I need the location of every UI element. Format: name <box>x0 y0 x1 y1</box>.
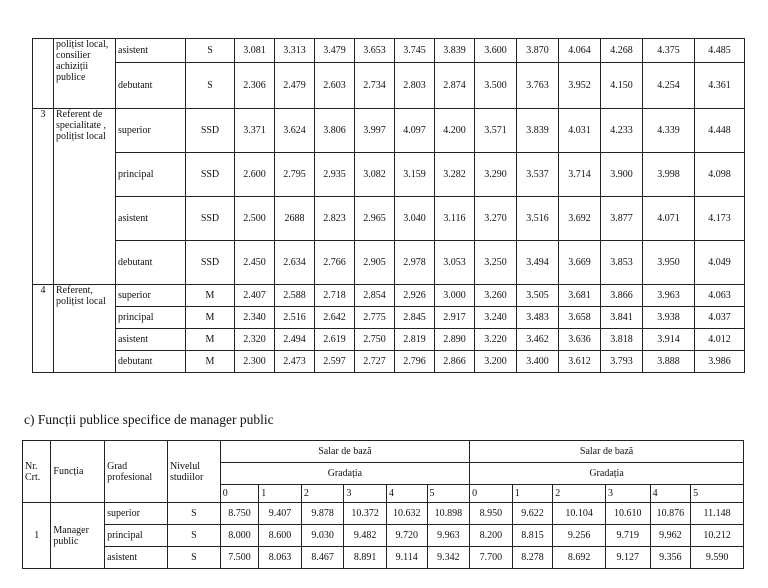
grade-label: asistent <box>116 39 186 63</box>
salary-value: 3.938 <box>643 307 695 329</box>
salary-value: 3.000 <box>435 285 475 307</box>
salary-value: 4.339 <box>643 109 695 153</box>
salary-value: 2.320 <box>235 329 275 351</box>
row-number: 4 <box>33 285 54 373</box>
salary-value: 3.624 <box>275 109 315 153</box>
studies-level: M <box>186 307 235 329</box>
salary-value: 9.963 <box>427 525 470 547</box>
salary-value: 8.063 <box>259 547 302 569</box>
salary-value: 7.500 <box>220 547 259 569</box>
table-row <box>33 307 745 329</box>
salary-value: 3.500 <box>475 63 517 109</box>
salary-value: 3.483 <box>517 307 559 329</box>
row-number <box>33 39 54 109</box>
salary-value: 3.082 <box>355 153 395 197</box>
gradation-number: 5 <box>691 485 744 503</box>
salary-value: 3.612 <box>559 351 601 373</box>
studies-level: S <box>167 503 220 525</box>
salary-value: 3.888 <box>643 351 695 373</box>
salary-value: 9.720 <box>386 525 427 547</box>
salary-value: 2.823 <box>315 197 355 241</box>
salary-value: 9.719 <box>605 525 650 547</box>
salary-value: 3.400 <box>517 351 559 373</box>
salary-value: 4.071 <box>643 197 695 241</box>
salary-value: 3.806 <box>315 109 355 153</box>
salary-value: 3.714 <box>559 153 601 197</box>
salary-value: 3.998 <box>643 153 695 197</box>
salary-value: 3.692 <box>559 197 601 241</box>
header-gradatia-2: Gradația <box>470 463 744 485</box>
header-salar-2: Salar de bază <box>470 441 744 463</box>
salary-value: 10.372 <box>344 503 387 525</box>
salary-value: 2.479 <box>275 63 315 109</box>
salary-value: 2.597 <box>315 351 355 373</box>
salary-value: 3.681 <box>559 285 601 307</box>
salary-value: 4.150 <box>601 63 643 109</box>
salary-value: 3.494 <box>517 241 559 285</box>
salary-value: 4.173 <box>695 197 745 241</box>
salary-value: 3.914 <box>643 329 695 351</box>
gradation-number: 3 <box>605 485 650 503</box>
row-number: 3 <box>33 109 54 285</box>
salary-value: 3.793 <box>601 351 643 373</box>
studies-level: SSD <box>186 197 235 241</box>
salary-value: 3.877 <box>601 197 643 241</box>
salary-value: 3.900 <box>601 153 643 197</box>
grade-label: superior <box>105 503 168 525</box>
salary-value: 9.256 <box>553 525 606 547</box>
salary-value: 4.200 <box>435 109 475 153</box>
studies-level: M <box>186 329 235 351</box>
salary-value: 10.632 <box>386 503 427 525</box>
salary-value: 2.796 <box>395 351 435 373</box>
salary-value: 8.200 <box>470 525 513 547</box>
table-row <box>23 525 744 547</box>
studies-level: SSD <box>186 109 235 153</box>
salary-value: 2.935 <box>315 153 355 197</box>
salary-value: 4.485 <box>695 39 745 63</box>
salary-value: 3.600 <box>475 39 517 63</box>
salary-value: 9.622 <box>512 503 553 525</box>
salary-value: 3.986 <box>695 351 745 373</box>
grade-label: principal <box>116 153 186 197</box>
function-name: Referent, polițist local <box>54 285 116 373</box>
salary-value: 2.450 <box>235 241 275 285</box>
salary-value: 2.300 <box>235 351 275 373</box>
gradation-number: 5 <box>427 485 470 503</box>
salary-value: 2.407 <box>235 285 275 307</box>
salary-value: 3.853 <box>601 241 643 285</box>
salary-value: 3.950 <box>643 241 695 285</box>
studies-level: S <box>167 547 220 569</box>
table-row <box>33 109 745 153</box>
gradation-number: 2 <box>301 485 344 503</box>
salary-value: 3.081 <box>235 39 275 63</box>
salary-value: 3.763 <box>517 63 559 109</box>
salary-value: 11.148 <box>691 503 744 525</box>
table-row <box>33 39 745 63</box>
salary-value: 2.819 <box>395 329 435 351</box>
salary-value: 2.727 <box>355 351 395 373</box>
table-row <box>33 351 745 373</box>
salary-value: 2.642 <box>315 307 355 329</box>
function-name: polițist local, consilier achiziții publice <box>54 39 116 109</box>
table-row <box>33 241 745 285</box>
grade-label: superior <box>116 285 186 307</box>
salary-value: 3.839 <box>435 39 475 63</box>
salary-value: 3.839 <box>517 109 559 153</box>
salary-value: 10.610 <box>605 503 650 525</box>
salary-value: 3.963 <box>643 285 695 307</box>
salary-table-continued <box>32 38 745 373</box>
grade-label: debutant <box>116 63 186 109</box>
salary-value: 3.053 <box>435 241 475 285</box>
salary-value: 3.997 <box>355 109 395 153</box>
salary-value: 3.866 <box>601 285 643 307</box>
salary-value: 9.878 <box>301 503 344 525</box>
row-number: 1 <box>23 503 51 569</box>
salary-value: 4.375 <box>643 39 695 63</box>
salary-value: 8.000 <box>220 525 259 547</box>
salary-value: 3.669 <box>559 241 601 285</box>
salary-value: 2.494 <box>275 329 315 351</box>
salary-value: 2.500 <box>235 197 275 241</box>
studies-level: S <box>186 39 235 63</box>
salary-value: 2.588 <box>275 285 315 307</box>
header-gradatia-1: Gradația <box>220 463 469 485</box>
salary-value: 4.063 <box>695 285 745 307</box>
header-studii: Nivelul studiilor <box>167 441 220 503</box>
salary-value: 9.962 <box>650 525 691 547</box>
salary-value: 9.127 <box>605 547 650 569</box>
table-row <box>33 63 745 109</box>
salary-value: 3.282 <box>435 153 475 197</box>
salary-value: 3.290 <box>475 153 517 197</box>
salary-value: 2.718 <box>315 285 355 307</box>
salary-value: 3.270 <box>475 197 517 241</box>
salary-value: 2.600 <box>235 153 275 197</box>
salary-value: 3.653 <box>355 39 395 63</box>
function-name: Manager public <box>51 503 105 569</box>
salary-value: 2.965 <box>355 197 395 241</box>
salary-value: 3.040 <box>395 197 435 241</box>
header-salar-1: Salar de bază <box>220 441 469 463</box>
salary-value: 3.841 <box>601 307 643 329</box>
salary-value: 2.766 <box>315 241 355 285</box>
salary-value: 3.220 <box>475 329 517 351</box>
gradation-number: 3 <box>344 485 387 503</box>
salary-value: 4.233 <box>601 109 643 153</box>
gradation-number: 2 <box>553 485 606 503</box>
salary-value: 3.516 <box>517 197 559 241</box>
grade-label: debutant <box>116 351 186 373</box>
salary-value: 9.342 <box>427 547 470 569</box>
salary-value: 2.473 <box>275 351 315 373</box>
grade-label: asistent <box>116 329 186 351</box>
salary-value: 3.505 <box>517 285 559 307</box>
salary-value: 2.803 <box>395 63 435 109</box>
salary-value: 3.870 <box>517 39 559 63</box>
salary-value: 2.874 <box>435 63 475 109</box>
salary-value: 9.356 <box>650 547 691 569</box>
salary-value: 2.734 <box>355 63 395 109</box>
gradation-number: 1 <box>512 485 553 503</box>
function-name: Referent de specialitate , polițist local <box>54 109 116 285</box>
gradation-number: 0 <box>220 485 259 503</box>
salary-value: 2.775 <box>355 307 395 329</box>
salary-value: 4.037 <box>695 307 745 329</box>
header-grad: Grad profesional <box>105 441 168 503</box>
salary-value: 3.479 <box>315 39 355 63</box>
grade-label: principal <box>116 307 186 329</box>
salary-value: 3.313 <box>275 39 315 63</box>
salary-value: 10.212 <box>691 525 744 547</box>
salary-value: 8.600 <box>259 525 302 547</box>
header-functia: Funcția <box>51 441 105 503</box>
salary-value: 3.818 <box>601 329 643 351</box>
salary-value: 3.116 <box>435 197 475 241</box>
salary-value: 2.978 <box>395 241 435 285</box>
salary-value: 2.619 <box>315 329 355 351</box>
salary-value: 8.467 <box>301 547 344 569</box>
gradation-number: 4 <box>650 485 691 503</box>
salary-value: 2688 <box>275 197 315 241</box>
salary-value: 8.278 <box>512 547 553 569</box>
salary-value: 2.750 <box>355 329 395 351</box>
salary-value: 2.603 <box>315 63 355 109</box>
salary-value: 9.030 <box>301 525 344 547</box>
table-row <box>33 285 745 307</box>
salary-value: 4.031 <box>559 109 601 153</box>
studies-level: SSD <box>186 153 235 197</box>
salary-value: 4.098 <box>695 153 745 197</box>
salary-value: 8.815 <box>512 525 553 547</box>
salary-value: 2.845 <box>395 307 435 329</box>
grade-label: asistent <box>116 197 186 241</box>
salary-value: 2.926 <box>395 285 435 307</box>
section-c-title: c) Funcții publice specifice de manager public <box>24 412 274 427</box>
salary-value: 2.917 <box>435 307 475 329</box>
salary-value: 9.407 <box>259 503 302 525</box>
salary-value: 2.340 <box>235 307 275 329</box>
salary-value: 2.854 <box>355 285 395 307</box>
salary-value: 3.250 <box>475 241 517 285</box>
grade-label: superior <box>116 109 186 153</box>
salary-value: 3.260 <box>475 285 517 307</box>
gradation-number: 0 <box>470 485 513 503</box>
salary-value: 4.049 <box>695 241 745 285</box>
salary-value: 3.658 <box>559 307 601 329</box>
salary-value: 9.590 <box>691 547 744 569</box>
salary-value: 3.636 <box>559 329 601 351</box>
salary-value: 9.482 <box>344 525 387 547</box>
salary-value: 3.571 <box>475 109 517 153</box>
salary-value: 10.876 <box>650 503 691 525</box>
salary-value: 8.692 <box>553 547 606 569</box>
salary-value: 4.254 <box>643 63 695 109</box>
table-row <box>33 197 745 241</box>
grade-label: debutant <box>116 241 186 285</box>
table-row <box>33 153 745 197</box>
salary-value: 2.634 <box>275 241 315 285</box>
salary-value: 3.200 <box>475 351 517 373</box>
salary-value: 3.537 <box>517 153 559 197</box>
salary-value: 4.012 <box>695 329 745 351</box>
header-nr: Nr. Crt. <box>23 441 51 503</box>
gradation-number: 4 <box>386 485 427 503</box>
salary-value: 3.240 <box>475 307 517 329</box>
salary-value: 2.866 <box>435 351 475 373</box>
studies-level: S <box>186 63 235 109</box>
studies-level: S <box>167 525 220 547</box>
studies-level: M <box>186 351 235 373</box>
salary-value: 3.371 <box>235 109 275 153</box>
salary-value: 10.104 <box>553 503 606 525</box>
grade-label: principal <box>105 525 168 547</box>
salary-value: 4.361 <box>695 63 745 109</box>
salary-value: 2.890 <box>435 329 475 351</box>
table-row <box>23 503 744 525</box>
grade-label: asistent <box>105 547 168 569</box>
salary-value: 4.064 <box>559 39 601 63</box>
gradation-number: 1 <box>259 485 302 503</box>
table-row <box>33 329 745 351</box>
salary-value: 8.891 <box>344 547 387 569</box>
studies-level: M <box>186 285 235 307</box>
manager-public-table <box>22 440 744 569</box>
studies-level: SSD <box>186 241 235 285</box>
salary-value: 2.516 <box>275 307 315 329</box>
table-row <box>23 547 744 569</box>
salary-value: 4.097 <box>395 109 435 153</box>
salary-value: 4.448 <box>695 109 745 153</box>
salary-value: 3.745 <box>395 39 435 63</box>
salary-value: 2.795 <box>275 153 315 197</box>
salary-value: 7.700 <box>470 547 513 569</box>
salary-value: 3.462 <box>517 329 559 351</box>
salary-value: 3.952 <box>559 63 601 109</box>
salary-value: 8.750 <box>220 503 259 525</box>
salary-value: 8.950 <box>470 503 513 525</box>
salary-value: 10.898 <box>427 503 470 525</box>
salary-value: 3.159 <box>395 153 435 197</box>
salary-value: 2.306 <box>235 63 275 109</box>
salary-value: 9.114 <box>386 547 427 569</box>
salary-value: 4.268 <box>601 39 643 63</box>
salary-value: 2.905 <box>355 241 395 285</box>
